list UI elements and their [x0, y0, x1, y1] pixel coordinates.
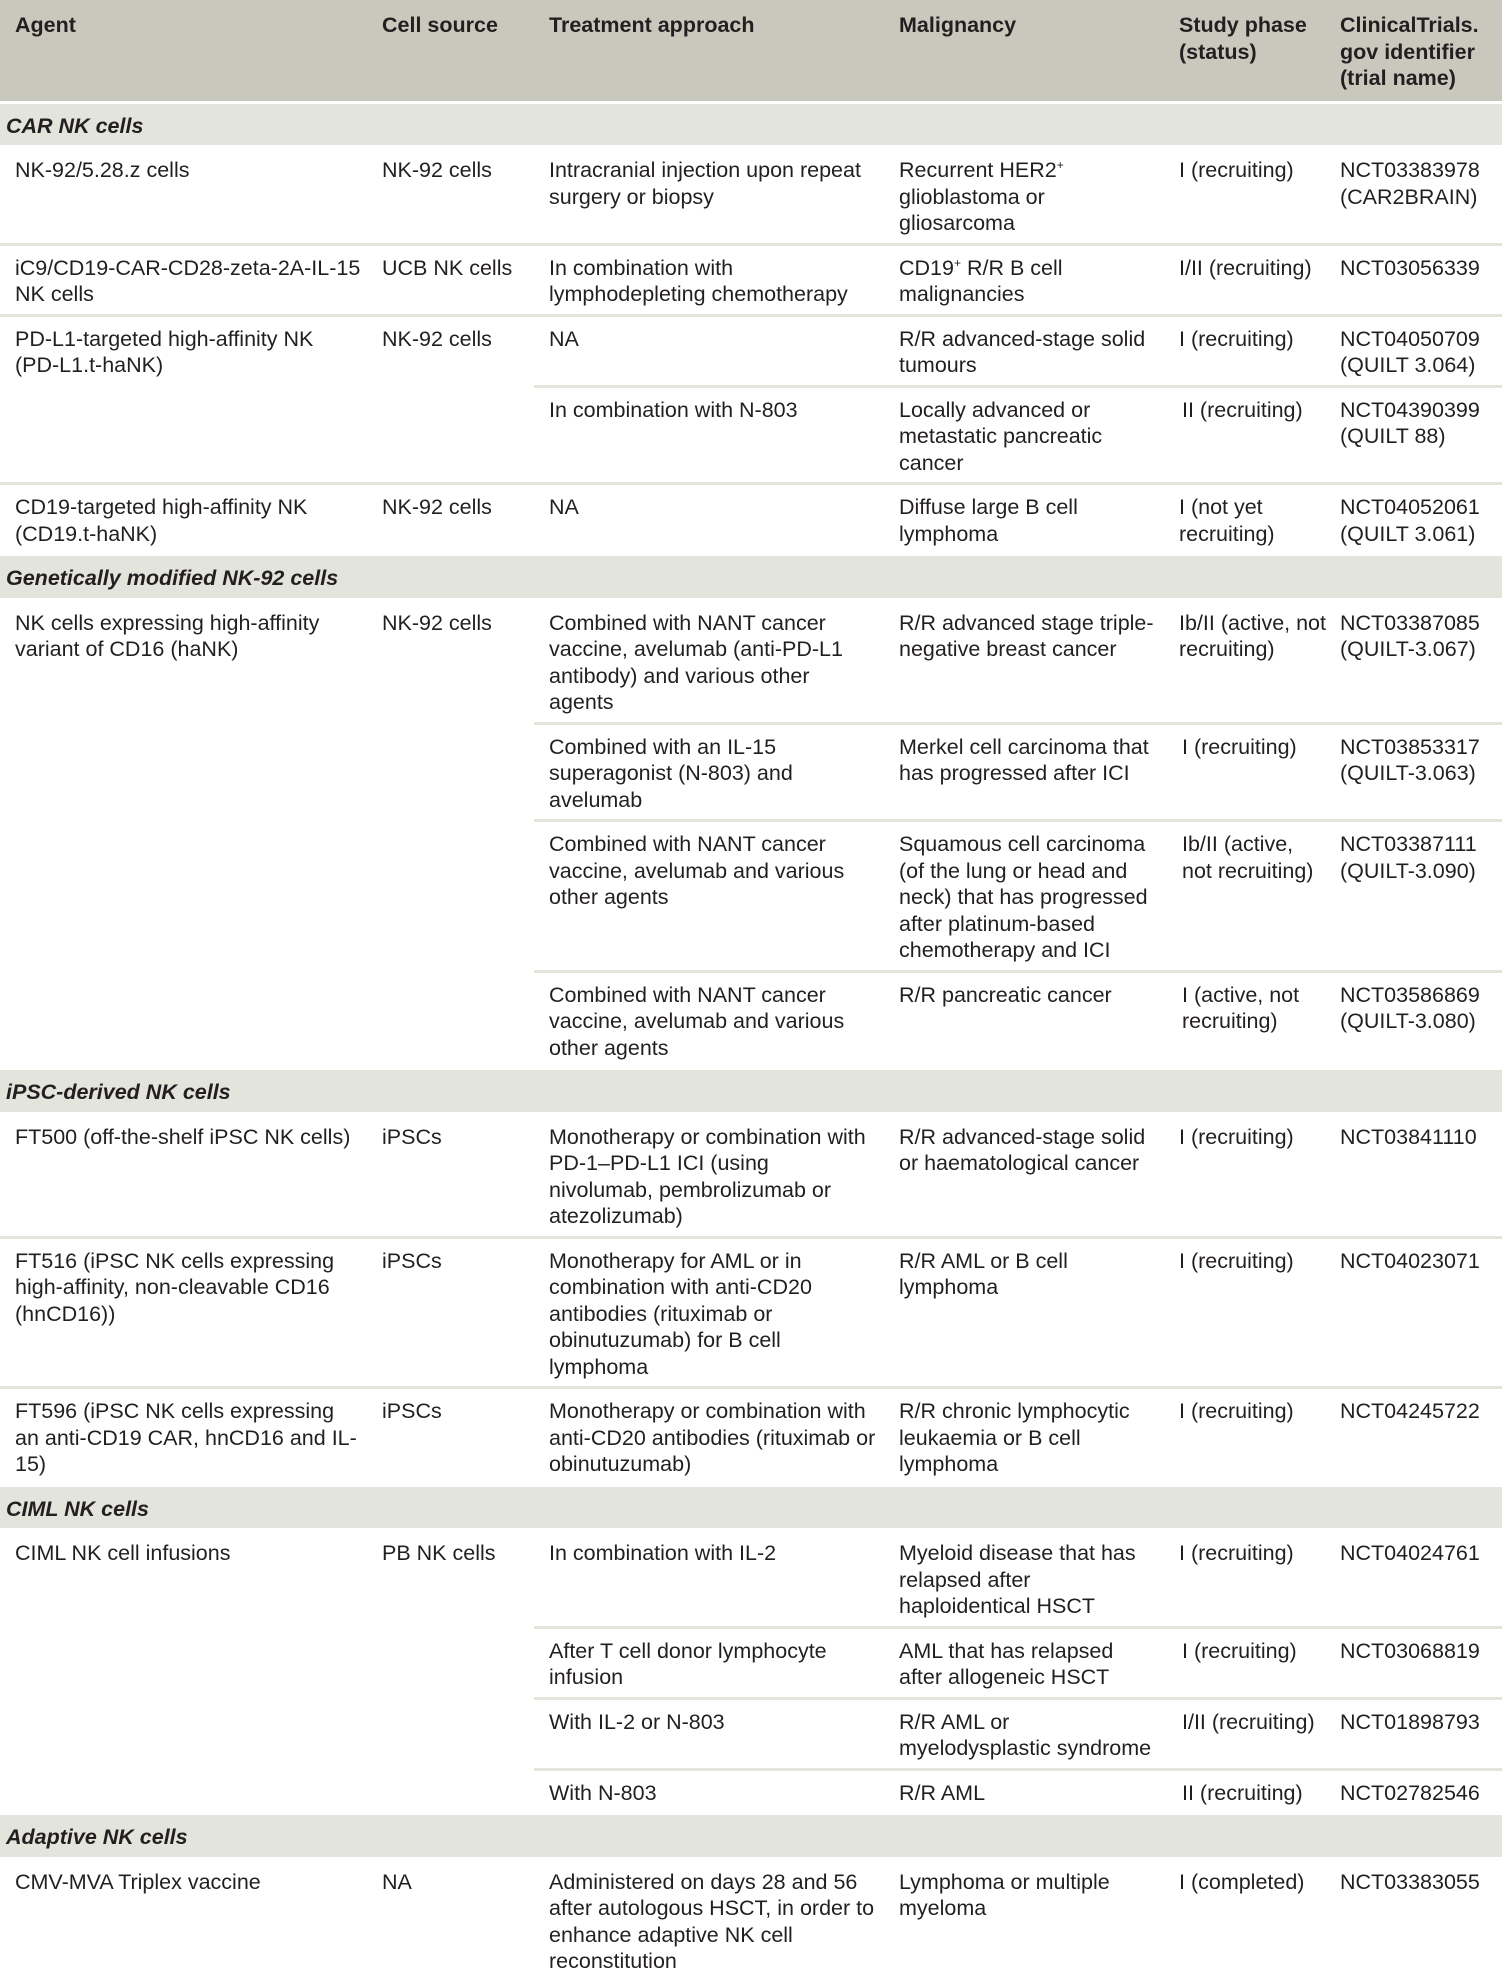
table-row	[0, 1113, 1502, 1237]
cell-source-cell: NK-92 cells	[367, 315, 534, 484]
treatment-cell: After T cell donor lymphocyte infusion	[534, 1627, 884, 1698]
cell-source-cell: NK-92 cells	[382, 610, 492, 635]
treatment-cell: NA	[534, 315, 884, 386]
agent-cell: CMV-MVA Triplex vaccine	[15, 1869, 261, 1894]
treatment-cell: Monotherapy or combination with PD-1–PD-L1 ICI (using nivolumab, pembrolizumab or atezolizumab)	[549, 1124, 866, 1228]
header-treatment: Treatment approach	[534, 0, 884, 102]
malignancy-cell: R/R AML or B cell lymphoma	[884, 1237, 1167, 1388]
malignancy-cell: AML that has relapsed after allogeneic HSCT	[884, 1627, 1167, 1698]
malignancy-cell: R/R advanced-stage solid tumours	[884, 315, 1167, 386]
identifier-cell: NCT03853317 (QUILT-3.063)	[1334, 723, 1502, 821]
treatment-cell: Administered on days 28 and 56 after autologous HSCT, in order to enhance adaptive NK cell reconstitution	[549, 1869, 875, 1973]
malignancy-cell: Lymphoma or multiple myeloma	[899, 1869, 1110, 1920]
treatment-cell: Combined with NANT cancer vaccine, avelumab and various other agents	[534, 971, 884, 1069]
table-row	[0, 244, 1502, 315]
malignancy-cell	[884, 244, 1167, 315]
agent-cell: FT596 (iPSC NK cells expressing an anti-CD19 CAR, hnCD16 and IL-15)	[0, 1388, 367, 1486]
study-phase-cell: I (active, not recruiting)	[1167, 971, 1334, 1069]
identifier-cell: NCT03387085 (QUILT-3.067)	[1340, 610, 1480, 661]
study-phase-cell: II (recruiting)	[1167, 386, 1334, 484]
identifier-cell: NCT04245722	[1334, 1388, 1502, 1486]
cell-source-cell: NK-92 cells	[367, 484, 534, 555]
section-title-ciml: CIML NK cells	[0, 1485, 1502, 1530]
section-row	[0, 1069, 1502, 1114]
malignancy-text: CD19	[899, 255, 954, 280]
malignancy-cell: R/R chronic lymphocytic leukaemia or B cell lymphoma	[884, 1388, 1167, 1486]
identifier-cell: NCT04052061 (QUILT 3.061)	[1334, 484, 1502, 555]
agent-cell: FT500 (off-the-shelf iPSC NK cells)	[15, 1124, 351, 1149]
treatment-cell: In combination with N-803	[534, 386, 884, 484]
cell-source-cell: iPSCs	[367, 1388, 534, 1486]
superscript-plus: +	[953, 255, 961, 270]
section-title-ipsc: iPSC-derived NK cells	[0, 1069, 1502, 1114]
agent-cell: FT516 (iPSC NK cells expressing high-affinity, non-cleavable CD16 (hnCD16))	[0, 1237, 367, 1388]
study-phase-cell: I (not yet recruiting)	[1167, 484, 1334, 555]
agent-cell: NK-92/5.28.z cells	[15, 158, 190, 182]
agent-cell: CD19-targeted high-affinity NK (CD19.t-haNK)	[0, 484, 367, 555]
malignancy-cell: Squamous cell carcinoma (of the lung or head and neck) that has progressed after platinum-based chemotherapy and ICI	[884, 821, 1167, 972]
malignancy-cell: Diffuse large B cell lymphoma	[884, 484, 1167, 555]
study-phase-cell: I (completed)	[1179, 1869, 1305, 1894]
section-row	[0, 555, 1502, 600]
table-row	[0, 315, 1502, 386]
header-identifier: ClinicalTrials. gov identifier (trial name)	[1334, 0, 1502, 102]
table-row	[0, 1858, 1502, 1981]
study-phase-cell: Ib/II (active, not recruiting)	[1167, 821, 1334, 972]
identifier-cell: NCT02782546	[1334, 1769, 1502, 1814]
header-cell-source: Cell source	[367, 0, 534, 102]
agent-cell: NK cells expressing high-affinity variant of CD16 (haNK)	[15, 610, 320, 661]
treatment-cell: With N-803	[534, 1769, 884, 1814]
header-row	[0, 0, 1502, 102]
treatment-cell: NA	[534, 484, 884, 555]
table-row	[0, 1237, 1502, 1388]
table-row	[0, 1530, 1502, 1628]
malignancy-cell: R/R advanced stage triple-negative breast cancer	[899, 610, 1154, 661]
study-phase-cell: I (recruiting)	[1167, 1388, 1334, 1486]
study-phase-cell: I (recruiting)	[1179, 1541, 1294, 1565]
study-phase-cell: I (recruiting)	[1167, 1627, 1334, 1698]
study-phase-cell: I (recruiting)	[1179, 158, 1294, 182]
malignancy-text: R/R B cell malignancies	[899, 255, 1063, 306]
study-phase-cell: I/II (recruiting)	[1167, 1698, 1334, 1769]
treatment-cell: Monotherapy or combination with anti-CD20 antibodies (rituximab or obinutuzumab)	[534, 1388, 884, 1486]
malignancy-cell: R/R AML	[884, 1769, 1167, 1814]
treatment-cell: Combined with NANT cancer vaccine, avelumab (anti-PD-L1 antibody) and various other agents	[549, 610, 843, 714]
study-phase-cell: I (recruiting)	[1167, 723, 1334, 821]
table-row	[0, 1388, 1502, 1486]
cell-source-cell: PB NK cells	[382, 1541, 496, 1565]
agent-cell: CIML NK cell infusions	[15, 1541, 231, 1565]
treatment-cell: In combination with lymphodepleting chemotherapy	[534, 244, 884, 315]
identifier-cell: NCT01898793	[1334, 1698, 1502, 1769]
identifier-cell: NCT03383978 (CAR2BRAIN)	[1340, 158, 1480, 209]
cell-source-cell: UCB NK cells	[367, 244, 534, 315]
study-phase-cell: Ib/II (active, not recruiting)	[1179, 610, 1326, 661]
agent-cell: iC9/CD19-CAR-CD28-zeta-2A-IL-15 NK cells	[0, 244, 367, 315]
identifier-cell: NCT03068819	[1334, 1627, 1502, 1698]
identifier-cell: NCT04024761	[1340, 1541, 1480, 1565]
treatment-cell: Monotherapy for AML or in combination with anti-CD20 antibodies (rituximab or obinutuzumab) for B cell lymphoma	[534, 1237, 884, 1388]
cell-source-cell: iPSCs	[382, 1124, 442, 1149]
study-phase-cell: I (recruiting)	[1167, 315, 1334, 386]
table-row	[0, 599, 1502, 723]
identifier-cell: NCT03056339	[1334, 244, 1502, 315]
identifier-cell: NCT03383055	[1340, 1869, 1480, 1894]
identifier-cell: NCT03586869 (QUILT-3.080)	[1334, 971, 1502, 1069]
malignancy-cell: Locally advanced or metastatic pancreatic cancer	[884, 386, 1167, 484]
section-title-genetically-modified: Genetically modified NK-92 cells	[0, 555, 1502, 600]
study-phase-cell: I (recruiting)	[1167, 1237, 1334, 1388]
section-title-adaptive: Adaptive NK cells	[0, 1814, 1502, 1859]
study-phase-cell: I (recruiting)	[1179, 1124, 1294, 1149]
malignancy-cell: Merkel cell carcinoma that has progressed after ICI	[884, 723, 1167, 821]
malignancy-text: glioblastoma or gliosarcoma	[899, 184, 1045, 235]
malignancy-cell: R/R advanced-stage solid or haematological cancer	[899, 1124, 1146, 1175]
identifier-cell: NCT04050709 (QUILT 3.064)	[1334, 315, 1502, 386]
table-row	[0, 147, 1502, 245]
table-row	[0, 484, 1502, 555]
identifier-cell: NCT04390399 (QUILT 88)	[1334, 386, 1502, 484]
malignancy-cell: Myeloid disease that has relapsed after haploidentical HSCT	[899, 1541, 1136, 1618]
malignancy-text: Recurrent HER2	[899, 158, 1057, 182]
section-row	[0, 102, 1502, 147]
study-phase-cell: I/II (recruiting)	[1167, 244, 1334, 315]
treatment-cell: With IL-2 or N-803	[534, 1698, 884, 1769]
section-row	[0, 1814, 1502, 1859]
superscript-plus: +	[1056, 157, 1064, 172]
cell-source-cell: NK-92 cells	[382, 158, 492, 182]
identifier-cell: NCT03387111 (QUILT-3.090)	[1334, 821, 1502, 972]
section-row	[0, 1485, 1502, 1530]
treatment-cell: Intracranial injection upon repeat surgery or biopsy	[549, 158, 861, 209]
treatment-cell: Combined with an IL-15 superagonist (N-803) and avelumab	[534, 723, 884, 821]
identifier-cell: NCT04023071	[1334, 1237, 1502, 1388]
identifier-cell: NCT03841110	[1340, 1124, 1477, 1149]
header-study-phase: Study phase (status)	[1167, 0, 1334, 102]
header-agent: Agent	[0, 0, 367, 102]
treatment-cell: In combination with IL-2	[549, 1541, 777, 1565]
cell-source-cell: iPSCs	[367, 1237, 534, 1388]
study-phase-cell: II (recruiting)	[1167, 1769, 1334, 1814]
cell-source-cell: NA	[382, 1869, 412, 1894]
header-malignancy: Malignancy	[884, 0, 1167, 102]
agent-cell: PD-L1-targeted high-affinity NK (PD-L1.t-haNK)	[0, 315, 367, 484]
section-title-car: CAR NK cells	[0, 102, 1502, 147]
malignancy-cell: R/R pancreatic cancer	[884, 971, 1167, 1069]
treatment-cell: Combined with NANT cancer vaccine, avelumab and various other agents	[534, 821, 884, 972]
malignancy-cell	[884, 147, 1167, 245]
malignancy-cell: R/R AML or myelodysplastic syndrome	[884, 1698, 1167, 1769]
